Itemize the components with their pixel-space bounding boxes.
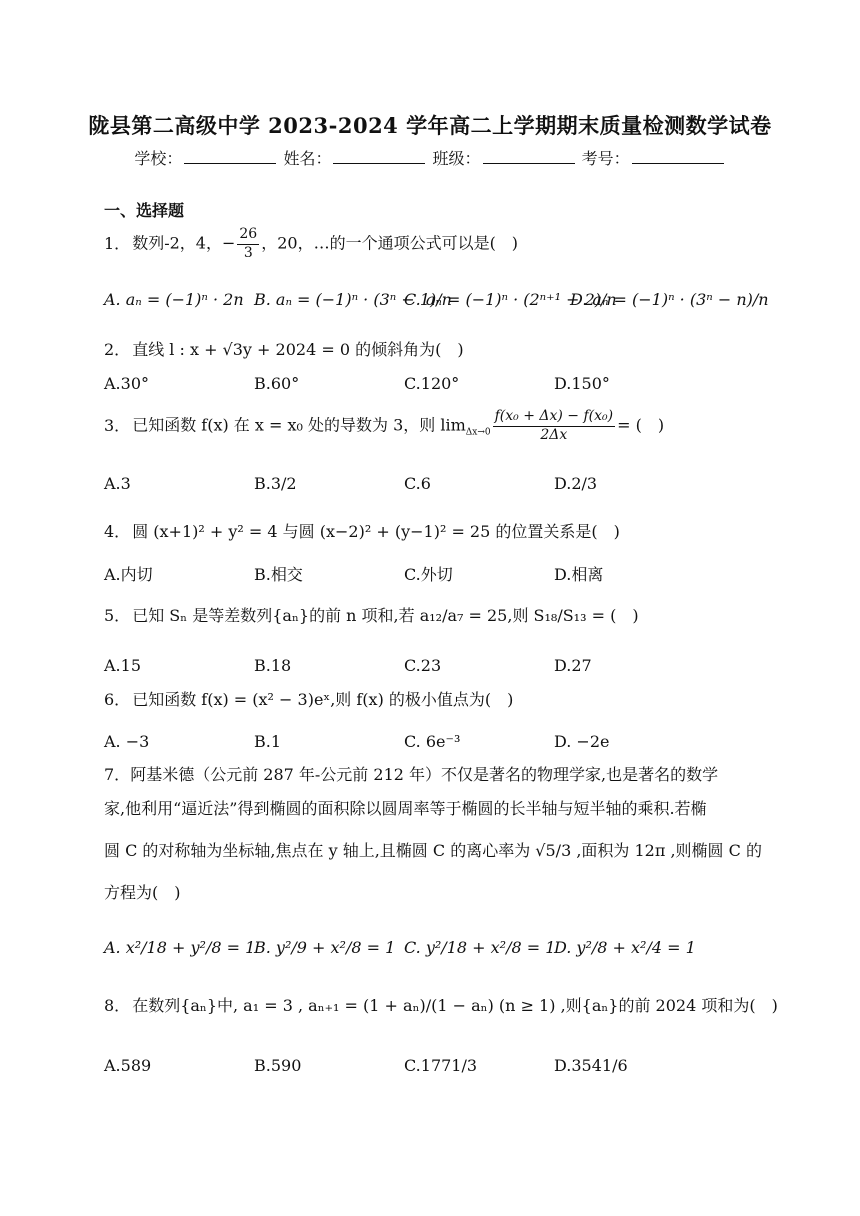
question-7 bbox=[104, 758, 762, 910]
option-d[interactable]: D. aₙ = (−1)ⁿ · (3ⁿ − n)/n bbox=[570, 290, 769, 309]
option-b[interactable]: B. aₙ = (−1)ⁿ · (3ⁿ − 1)/n bbox=[254, 290, 452, 309]
question-fraction: $\frac{\text{f(x₀ + Δx) − f(x₀)}}{2\Delta x}$ bbox=[494, 408, 614, 443]
question-number: 4． bbox=[104, 522, 131, 541]
option-c[interactable]: C.1771/3 bbox=[404, 1056, 478, 1075]
info-label-school: 学校： bbox=[134, 149, 183, 168]
question-stem-a: 数列-2，4， bbox=[132, 233, 222, 253]
question-8 bbox=[104, 996, 778, 1015]
page-title: 陇县第二高级中学 2023-2024 学年高二上学期期末质量检测数学试卷 bbox=[88, 113, 772, 138]
question-number: 1． bbox=[104, 233, 131, 253]
question-fraction: $\frac{26}{3}$ bbox=[239, 226, 258, 261]
question-number: 5． bbox=[104, 606, 131, 625]
option-d[interactable]: D.150° bbox=[554, 374, 610, 393]
name-blank[interactable] bbox=[333, 149, 425, 164]
option-a[interactable]: A.30° bbox=[104, 374, 149, 393]
option-b[interactable]: B.相交 bbox=[254, 565, 303, 584]
question-line: 家,他利用“逼近法”得到椭圆的面积除以圆周率等于椭圆的长半轴与短半轴的乘积.若椭 bbox=[104, 799, 707, 818]
question-1: 1． 数列-2，4，− $\frac{26}{3}$ ，20，…的一个通项公式可以是( ) bbox=[104, 226, 519, 261]
option-a[interactable]: A. −3 bbox=[104, 732, 150, 751]
question-line: 阿基米德（公元前 287 年-公元前 212 年）不仅是著名的物理学家,也是著名的数学 bbox=[130, 765, 719, 784]
option-c[interactable]: C.6 bbox=[404, 474, 431, 493]
option-c[interactable]: C. 6e⁻³ bbox=[404, 732, 461, 751]
question-stem: 在数列{aₙ}中, a₁ = 3 , aₙ₊₁ = (1 + aₙ)/(1 − aₙ) (n ≥ 1) ,则{aₙ}的前 2024 项和为( ) bbox=[132, 996, 778, 1015]
option-c[interactable]: C. aₙ = (−1)ⁿ · (2ⁿ⁺¹ − 2)/n bbox=[404, 290, 617, 309]
option-d[interactable]: D.27 bbox=[554, 656, 592, 675]
question-stem: 已知函数 f(x) = (x² − 3)eˣ,则 f(x) 的极小值点为( ) bbox=[132, 690, 514, 709]
question-line: 圆 C 的对称轴为坐标轴,焦点在 y 轴上,且椭圆 C 的离心率为 √5/3 ,面积为 12π ,则椭圆 C 的 bbox=[104, 841, 762, 860]
question-number: 6． bbox=[104, 690, 131, 709]
option-c[interactable]: C.23 bbox=[404, 656, 442, 675]
question-stem-b: = ( ) bbox=[617, 415, 665, 435]
question-stem: 已知 Sₙ 是等差数列{aₙ}的前 n 项和,若 a₁₂/a₇ = 25,则 S₁₈/S₁₃ = ( ) bbox=[132, 606, 639, 625]
option-d[interactable]: D.3541/6 bbox=[554, 1056, 628, 1075]
question-stem: 直线 l : x + √3y + 2024 = 0 的倾斜角为( ) bbox=[132, 340, 464, 359]
question-number: 7． bbox=[104, 765, 131, 784]
limit-subscript: Δx→0 bbox=[465, 427, 491, 438]
option-a[interactable]: A.3 bbox=[104, 474, 131, 493]
option-b[interactable]: B.590 bbox=[254, 1056, 302, 1075]
student-info-line bbox=[0, 146, 860, 169]
question-6 bbox=[104, 690, 513, 709]
question-2 bbox=[104, 340, 464, 359]
option-c[interactable]: C.外切 bbox=[404, 565, 453, 584]
question-stem: 圆 (x+1)² + y² = 4 与圆 (x−2)² + (y−1)² = 25 的位置关系是( ) bbox=[132, 522, 620, 541]
option-b[interactable]: B. y²/9 + x²/8 = 1 bbox=[254, 938, 396, 957]
option-a[interactable]: A. x²/18 + y²/8 = 1 bbox=[104, 938, 256, 957]
option-a[interactable]: A. aₙ = (−1)ⁿ · 2n bbox=[104, 290, 244, 309]
option-a[interactable]: A.15 bbox=[104, 656, 141, 675]
question-line: 方程为( ) bbox=[104, 883, 181, 902]
section-heading: 一、选择题 bbox=[104, 201, 185, 220]
option-c[interactable]: C.120° bbox=[404, 374, 460, 393]
school-blank[interactable] bbox=[184, 149, 276, 164]
exam-no-blank[interactable] bbox=[632, 149, 724, 164]
class-blank[interactable] bbox=[483, 149, 575, 164]
info-label-name: 姓名： bbox=[283, 149, 332, 168]
question-number: 8． bbox=[104, 996, 131, 1015]
option-d[interactable]: D.2/3 bbox=[554, 474, 598, 493]
option-b[interactable]: B.1 bbox=[254, 732, 282, 751]
option-d[interactable]: D. −2e bbox=[554, 732, 610, 751]
option-b[interactable]: B.60° bbox=[254, 374, 300, 393]
option-b[interactable]: B.3/2 bbox=[254, 474, 297, 493]
option-d[interactable]: D. y²/8 + x²/4 = 1 bbox=[554, 938, 696, 957]
option-d[interactable]: D.相离 bbox=[554, 565, 604, 584]
question-3 bbox=[104, 408, 664, 444]
info-label-exam-no: 考号： bbox=[581, 149, 630, 168]
question-stem-a: 已知函数 f(x) 在 x = x₀ 处的导数为 3，则 lim bbox=[132, 415, 466, 435]
question-stem-b: ，20，…的一个通项公式可以是( ) bbox=[261, 233, 519, 253]
question-number: 3． bbox=[104, 415, 131, 435]
question-4 bbox=[104, 522, 620, 541]
question-5 bbox=[104, 606, 639, 625]
option-a[interactable]: A.内切 bbox=[104, 565, 153, 584]
option-a[interactable]: A.589 bbox=[104, 1056, 152, 1075]
option-c[interactable]: C. y²/18 + x²/8 = 1 bbox=[404, 938, 556, 957]
question-number: 2． bbox=[104, 340, 131, 359]
option-b[interactable]: B.18 bbox=[254, 656, 292, 675]
info-label-class: 班级： bbox=[432, 149, 481, 168]
